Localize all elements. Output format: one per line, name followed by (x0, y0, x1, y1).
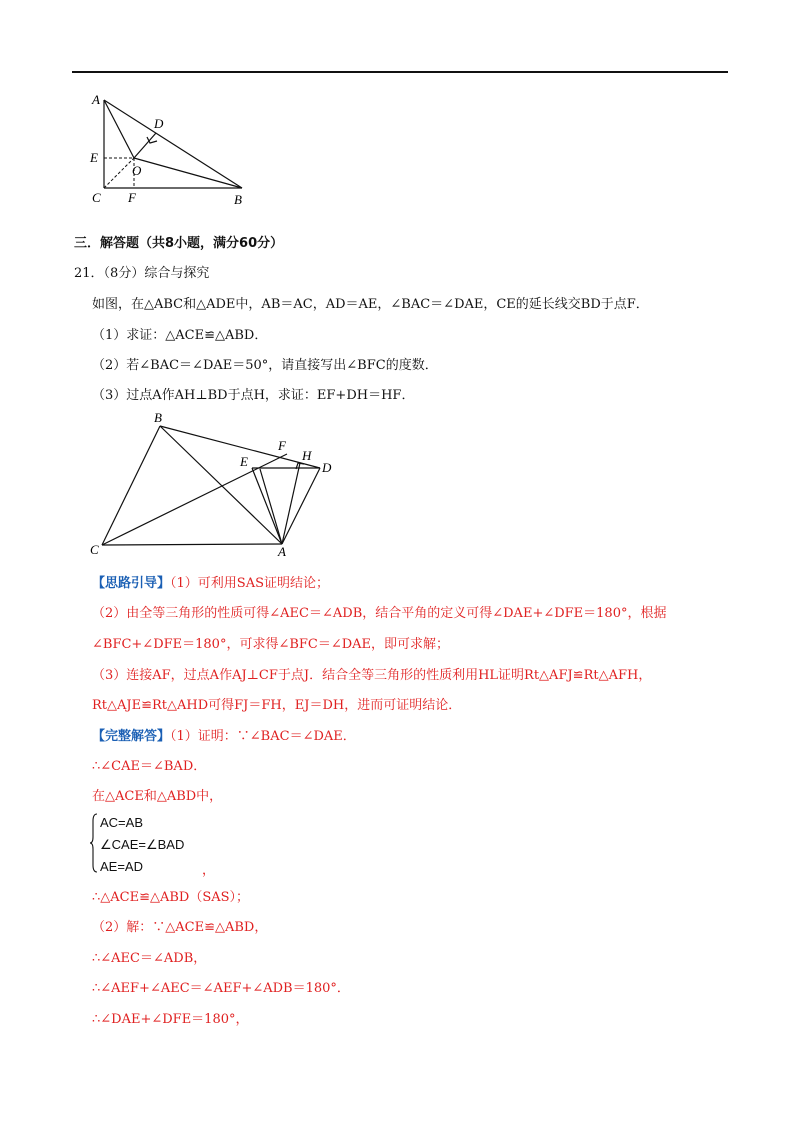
q21-part1: （1）求证：△ACE≌△ABD． (92, 328, 268, 343)
system-eq-1: AC=AB (100, 815, 143, 830)
q21-part2: （2）若∠BAC＝∠DAE＝50°，请直接写出∠BFC的度数． (92, 358, 438, 373)
answer-line-5: （2）解：∵△ACE≌△ABD， (92, 920, 268, 935)
system-eq-2: ∠CAE=∠BAD (100, 837, 185, 852)
fig2-label-h: H (302, 448, 312, 463)
guide-line-4: （3）连接AF，过点A作AJ⊥CF于点J．结合全等三角形的性质利用HL证明Rt△AFJ≌Rt△AFH， (92, 668, 652, 683)
system-eq-3: AE=AD (100, 859, 143, 874)
answer-line-4: ∴△ACE≌△ABD（SAS）； (92, 890, 250, 905)
figure-triangle-abc (84, 90, 254, 212)
q21-number: 21．（8分）综合与探究 (74, 266, 210, 281)
fig1-label-f: F (128, 190, 136, 205)
q21-stem: 如图，在△ABC和△ADE中，AB＝AC，AD＝AE，∠BAC＝∠DAE，CE的延长线交BD于点F． (92, 297, 649, 312)
fig1-label-c: C (92, 190, 101, 205)
fig1-label-o: O (132, 163, 142, 178)
guide-line-3: ∠BFC+∠DFE＝180°，可求得∠BFC＝∠DAE，即可求解； (92, 637, 450, 652)
equation-brace (90, 813, 98, 873)
q21-part3: （3）过点A作AH⊥BD于点H，求证：EF+DH＝HF． (92, 388, 415, 403)
fig1-label-d: D (154, 116, 164, 131)
guide-line-2: （2）由全等三角形的性质可得∠AEC＝∠ADB，结合平角的定义可得∠DAE+∠DFE＝180°，根据 (92, 606, 667, 621)
figure-quadrilateral (88, 408, 348, 558)
answer-tag: 【完整解答】 (92, 729, 171, 744)
fig1-label-e: E (90, 150, 98, 165)
fig2-label-d: D (322, 460, 332, 475)
fig2-label-c: C (90, 542, 99, 557)
fig1-label-b: B (234, 192, 242, 207)
system-comma: ， (202, 863, 216, 878)
fig2-label-e: E (240, 454, 248, 469)
fig1-label-a: A (92, 92, 100, 107)
guide-line-5: Rt△AJE≌Rt△AHD可得FJ＝FH，EJ＝DH，进而可证明结论． (92, 698, 462, 713)
fig2-label-b: B (154, 410, 162, 425)
section-title: 三．解答题（共8小题，满分60分） (74, 236, 284, 251)
fig2-label-f: F (278, 438, 286, 453)
fig2-label-a: A (278, 544, 286, 558)
guide-line-1 (92, 575, 329, 593)
answer-line-6: ∴∠AEC＝∠ADB， (92, 951, 207, 966)
answer-line-8: ∴∠DAE+∠DFE＝180°， (92, 1012, 249, 1027)
guide-tag: 【思路引导】 (92, 576, 171, 591)
top-rule (72, 71, 728, 73)
answer-line-3: 在△ACE和△ABD中， (92, 789, 223, 804)
answer-line-7: ∴∠AEF+∠AEC＝∠AEF+∠ADB＝180°． (92, 981, 350, 996)
answer-line-2: ∴∠CAE＝∠BAD． (92, 759, 207, 774)
answer-line-1 (92, 728, 356, 746)
guide-text-1: （1）可利用SAS证明结论； (170, 576, 329, 591)
answer-text-1: （1）证明：∵∠BAC＝∠DAE． (170, 729, 356, 744)
